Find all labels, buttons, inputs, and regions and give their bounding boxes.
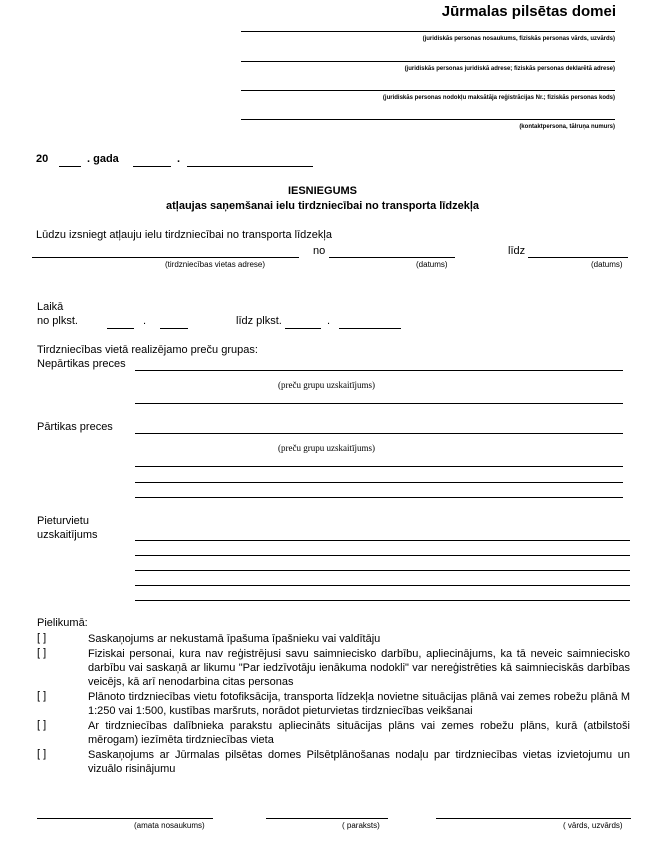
food-line-4[interactable] [135, 497, 623, 498]
full-name-line[interactable] [436, 818, 631, 819]
attachment-item-1: Saskaņojums ar nekustamā īpašuma īpašnieku vai valdītāju [88, 633, 381, 645]
nonfood-line-1[interactable] [135, 370, 623, 371]
stops-label-line2: uzskaitījums [37, 529, 98, 541]
nonfood-line-2[interactable] [135, 403, 623, 404]
nonfood-caption: (preču grupu uzskaitījums) [278, 380, 375, 390]
period-to-date-field[interactable] [528, 257, 628, 258]
from-date-caption: (datums) [416, 260, 448, 269]
applicant-name-caption: (juridiskās personas nosaukums, fiziskās personas vārds, uzvārds) [422, 36, 615, 42]
attachment-checkbox-4[interactable]: [ ] [37, 719, 47, 731]
time-from-label: no plkst. [37, 315, 78, 327]
attachment-checkbox-1[interactable]: [ ] [37, 632, 47, 644]
period-from-date-field[interactable] [329, 257, 455, 258]
food-caption: (preču grupu uzskaitījums) [278, 443, 375, 453]
time-to-minute-field[interactable] [339, 328, 401, 329]
addressee: Jūrmalas pilsētas domei [441, 3, 616, 20]
food-line-1[interactable] [135, 433, 623, 434]
signature-caption: ( paraksts) [342, 821, 380, 830]
time-to-hour-field[interactable] [285, 328, 321, 329]
place-address-caption: (tirdzniecības vietas adrese) [165, 260, 266, 269]
time-from-minute-field[interactable] [160, 328, 188, 329]
stops-line-5[interactable] [135, 600, 630, 601]
attachment-checkbox-5[interactable]: [ ] [37, 748, 47, 760]
applicant-regnr-line[interactable] [241, 90, 615, 91]
date-day-field[interactable] [133, 166, 171, 167]
stops-line-3[interactable] [135, 570, 630, 571]
signature-line[interactable] [266, 818, 388, 819]
position-title-line[interactable] [37, 818, 213, 819]
time-from-hour-field[interactable] [107, 328, 134, 329]
attachments-heading: Pielikumā: [37, 617, 88, 629]
contact-person-caption: (kontaktpersona, tālruņa numurs) [519, 124, 615, 130]
date-month-field[interactable] [187, 166, 313, 167]
time-label: Laikā [37, 301, 64, 313]
attachment-checkbox-2[interactable]: [ ] [37, 647, 47, 659]
period-from-label: no [313, 245, 326, 257]
food-label: Pārtikas preces [37, 421, 113, 433]
request-text: Lūdzu izsniegt atļauju ielu tirdzniecībai no transporta līdzekļa [36, 229, 332, 241]
contact-person-line[interactable] [241, 119, 615, 120]
to-date-caption: (datums) [591, 260, 623, 269]
time-to-dot: . [327, 315, 331, 327]
attachment-checkbox-3[interactable]: [ ] [37, 690, 47, 702]
document-subtitle: atļaujas saņemšanai ielu tirdzniecībai no transporta līdzekļa [166, 200, 479, 212]
stops-line-2[interactable] [135, 555, 630, 556]
applicant-address-line[interactable] [241, 61, 615, 62]
attachment-item-2: Fiziskai personai, kura nav reģistrējusi savu saimniecisko darbību, apliecinājums, ka tā neveic saimniecisko darbību vai saskaņā ar likumu "Par iedzīvotāju ienākuma nodokli" var nereģistrēties kā saimnieciskās darbības veicējs, kā arī nenodarbina citas personas [88, 648, 630, 688]
attachment-item-5: Saskaņojums ar Jūrmalas pilsētas domes Pilsētplānošanas nodaļu par tirdzniecības vietas izvietojumu un vizuālo risinājumu [88, 749, 630, 775]
position-title-caption: (amata nosaukums) [134, 821, 205, 830]
date-gada-label: . gada [87, 153, 119, 165]
stops-label-line1: Pieturvietu [37, 515, 89, 527]
attachment-item-4: Ar tirdzniecības dalībnieka parakstu apliecināts situācijas plāns vai zemes robežu plāns, kurā (atbilstoši mērogam) iezīmēta tirdzniecības vieta [88, 720, 630, 746]
period-to-label: līdz [508, 245, 526, 257]
applicant-address-caption: (juridiskās personas juridiskā adrese; fiziskās personas deklarētā adrese) [404, 66, 615, 72]
stops-line-1[interactable] [135, 540, 630, 541]
date-year-prefix: 20 [36, 153, 49, 165]
document-title: IESNIEGUMS [287, 185, 358, 197]
attachment-item-3: Plānoto tirdzniecības vietu fotofiksācija, transporta līdzekļa novietne situācijas plānā vai zemes robežu plānā M 1:250 vai 1:500, kustības maršruts, norādot pieturvietas tirdzniecības veikšanai [88, 691, 630, 717]
date-year-field[interactable] [59, 166, 81, 167]
food-line-2[interactable] [135, 466, 623, 467]
stops-line-4[interactable] [135, 585, 630, 586]
time-to-label: līdz plkst. [236, 315, 282, 327]
applicant-name-line[interactable] [241, 31, 615, 32]
full-name-caption: ( vārds, uzvārds) [563, 821, 623, 830]
date-dot: . [177, 153, 181, 165]
applicant-regnr-caption: (juridiskās personas nodokļu maksātāja reģistrācijas Nr.; fiziskās personas kods) [382, 95, 615, 101]
time-from-dot: . [143, 315, 147, 327]
place-address-field[interactable] [32, 257, 299, 258]
food-line-3[interactable] [135, 482, 623, 483]
nonfood-label: Nepārtikas preces [37, 358, 126, 370]
goods-heading: Tirdzniecības vietā realizējamo preču grupas: [37, 344, 258, 356]
